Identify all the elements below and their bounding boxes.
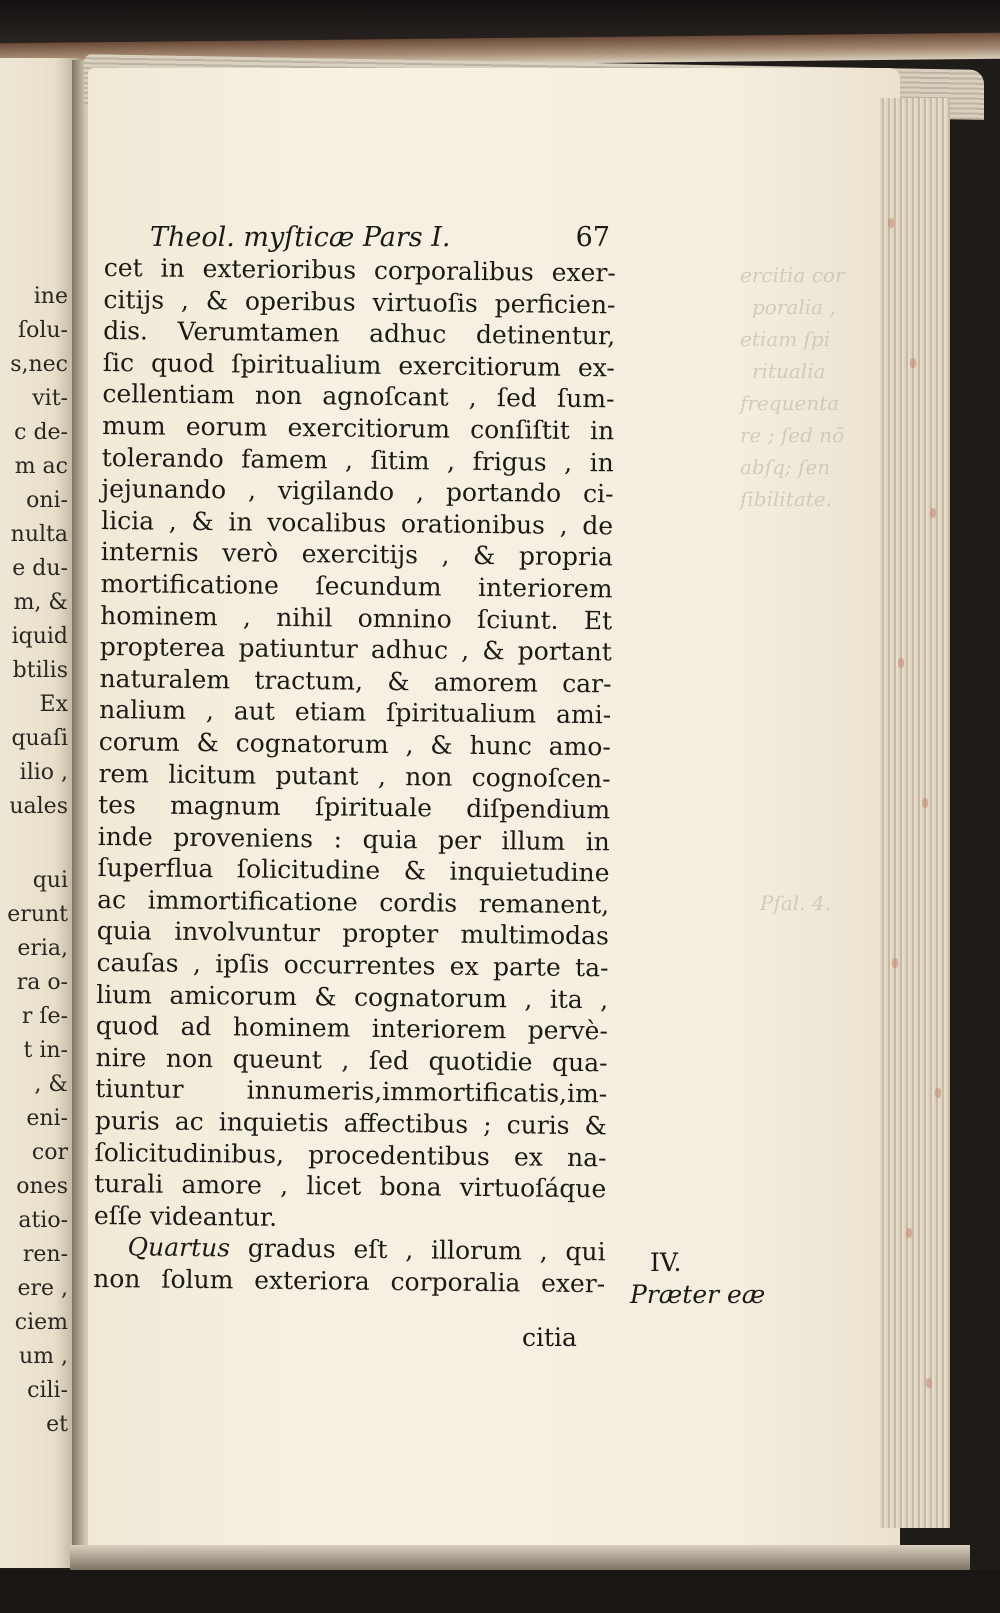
text-line: licia , & in vocalibus orationibus , de [101,505,614,541]
left-fragment: m, & [13,590,68,615]
left-fragment: ra o- [16,970,68,995]
text-line: dis. Verumtamen adhuc detinentur, [103,316,616,351]
left-fragment: iquid [11,624,68,649]
background-bottom [0,1570,1000,1613]
page-number: 67 [575,222,610,253]
body-text [93,252,616,1300]
left-fragment: ones [16,1174,68,1199]
text-line: cauſas , ipſis occurrentes ex parte ta- [96,948,609,983]
text-line: lium amicorum & cognatorum , ita , [96,979,609,1014]
left-fragment: cili- [27,1378,68,1403]
left-fragment: s,nec [10,352,68,377]
left-fragment: vit- [32,386,68,411]
text-line: non ſolum exteriora corporalia exer- [93,1263,606,1299]
paragraph-line-rest: gradus eſt , illorum , qui [229,1233,606,1267]
text-line: quod ad hominem interiorem pervè- [95,1011,609,1046]
text-line: ac immortificatione cordis remanent, [97,884,610,920]
left-fragment: m ac [14,454,68,479]
show-through-text: ritualia [752,359,826,383]
paragraph-initial-word: Quartus [127,1232,231,1263]
header-title: Theol. myſticæ Pars I. [150,222,451,253]
left-fragment: cor [31,1140,68,1165]
text-line: jejunando , vigilando , portando ci- [101,474,614,509]
text-line: mortificatione ſecundum interiorem [100,568,613,604]
text-line: cet in exterioribus corporalibus exer- [103,252,616,288]
left-fragment: uales [9,794,68,819]
text-line: inde proveniens : quia per illum in [97,821,611,857]
left-fragment: ilio , [19,760,68,785]
text-line: tiuntur innumeris,immortificatis,im- [95,1074,608,1109]
left-fragment: t in- [23,1038,68,1063]
text-line: citijs , & operibus virtuoſis perficien- [103,284,616,319]
text-line: quia involvuntur propter multimodas [96,916,610,951]
margin-note-word: Præter eæ [630,1280,766,1309]
text-line: tes magnum ſpirituale diſpendium [98,790,611,825]
text-line: corum & cognatorum , & hunc amo- [98,726,611,762]
text-line: puris ac inquietis affectibus ; curis & [94,1105,608,1141]
show-through-text: ſibilitate. [740,487,832,511]
show-through-text: ercitia cor [740,263,845,287]
show-through-text: re ; ſed nõ [740,423,845,447]
left-fragment: ere , [17,1276,68,1301]
text-line: internis verò exercitijs , & propria [100,537,613,572]
show-through-text: poralia , [752,295,836,319]
text-line: ſuperflua ſolicitudine & inquietudine [97,853,610,888]
left-fragment: et [46,1412,68,1437]
show-through-text: abſq; ſen [740,455,831,479]
show-through-text: Pſal. 4. [760,891,831,915]
text-line: ſolicitudinibus, procedentibus ex na- [94,1137,607,1172]
left-page-edge [0,58,78,1568]
left-fragment: qui [32,868,68,893]
left-fragment: erunt [7,902,68,927]
text-line: nalium , aut etiam ſpiritualium ami- [99,695,612,730]
text-line: nire non queunt , ſed quotidie qua- [95,1042,608,1078]
text-line: rem licitum putant , non cognoſcen- [98,758,611,793]
left-fragment: e du- [12,556,68,581]
left-fragment: Ex [39,692,68,717]
text-line: propterea patiuntur adhuc , & portant [99,632,612,667]
show-through-text: frequenta [740,391,840,415]
left-fragment: eni- [26,1106,68,1131]
left-fragment: quaſi [11,726,68,751]
left-fragment: ſolu- [17,318,68,343]
catchword: citia [522,1323,577,1352]
text-line: turali amore , licet bona virtuoſáque [94,1169,607,1204]
text-line: ſic quod ſpiritualium exercitiorum ex- [102,347,615,383]
text-line: hominem , nihil omnino ſciunt. Et [100,600,613,635]
left-fragment: atio- [18,1208,68,1233]
left-fragment: ciem [14,1310,68,1335]
left-fragment: oni- [26,488,68,513]
text-line: eſſe videantur. [93,1200,278,1232]
left-fragment: nulta [10,522,68,547]
text-line: naturalem tractum, & amorem car- [99,663,612,699]
margin-note-numeral: IV. [650,1248,682,1277]
show-through-text: etiam ſpi [740,327,831,351]
left-fragment: , & [34,1072,68,1097]
text-line: mum eorum exercitiorum conſiſtit in [102,410,615,446]
text-line: cellentiam non agnoſcant , ſed ſum- [102,379,615,414]
left-fragment: btilis [12,658,68,683]
left-fragment: r ſe- [21,1004,68,1029]
left-fragment: eria, [17,936,68,961]
book-fore-edge [880,98,950,1528]
left-fragment: c de- [14,420,68,445]
text-line: tolerando famem , ſitim , frigus , in [101,442,614,477]
left-fragment: ren- [22,1242,68,1267]
left-fragment: ine [33,284,68,309]
left-fragment: um , [18,1344,68,1369]
